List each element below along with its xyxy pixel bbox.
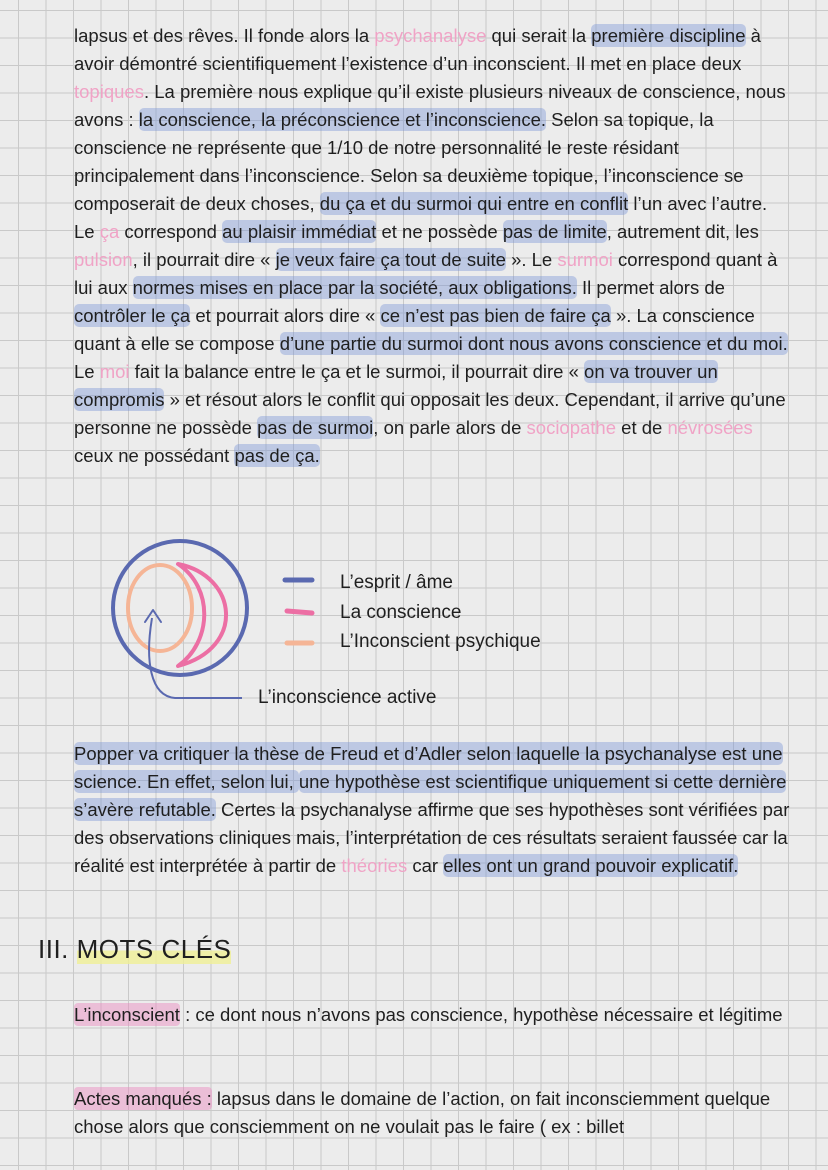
legend-swatch-conscience: [287, 611, 312, 613]
keyword-ca: ça: [99, 221, 120, 242]
highlight: une hypothèse est scientifique uniquement si cette dernière s’avère refutable.: [74, 771, 787, 820]
keyword-psychanalyse: psychanalyse: [374, 25, 487, 46]
definition-term: Actes manqués :: [74, 1088, 212, 1109]
keyword-nevrosees: névrosées: [667, 417, 753, 438]
definition-text: : ce dont nous n’avons pas conscience, hypothèse nécessaire et légitime: [179, 1004, 783, 1025]
highlight: du ça et du surmoi qui entre en conflit: [319, 193, 629, 214]
highlight: pas de surmoi: [257, 417, 374, 438]
highlight: première discipline: [591, 25, 746, 46]
arrow-head-icon: [145, 610, 161, 622]
highlight: elles ont un grand pouvoir explicatif.: [443, 855, 739, 876]
legend-label-esprit: L’esprit / âme: [340, 572, 453, 593]
keyword-moi: moi: [99, 361, 130, 382]
section-number: III.: [38, 934, 69, 964]
highlight: d’une partie du surmoi dont nous avons conscience et du moi.: [279, 333, 788, 354]
definition-term: L’inconscient: [74, 1004, 180, 1025]
paragraph-freud-topiques: lapsus et des rêves. Il fonde alors la psychanalyse qui serait la première discipline à avoir démontré scientifiquement l’existence d’un inconscient. Il met en place deux topiques. La première nous explique qu’il existe plusieurs niveaux de conscience, nous avons : la conscience, la préconscience et l’inconscience. Selon sa topique, la conscience ne représente que 1/10 de notre personnalité le reste résidant principalement dans l’inconscience. Selon sa deuxième topique, l’inconscience se composerait de deux choses, du ça et du surmoi qui entre en conflit l’un avec l’autre. Le ça correspond au plaisir immédiat et ne possède pas de limite, autrement dit, les pulsion, il pourrait dire « je veux faire ça tout de suite ». Le surmoi correspond quant à lui aux normes mises en place par la société, aux obligations. Il permet alors de contrôler le ça et pourrait alors dire « ce n’est pas bien de faire ça ». La conscience quant à elle se compose d’une partie du surmoi dont nous avons conscience et du moi. Le moi fait la balance entre le ça et le surmoi, il pourrait dire « on va trouver un compromis » et résout alors le conflit qui opposait les deux. Cependant, il arrive qu’une personne ne possède pas de surmoi, on parle alors de sociopathe et de névrosées ceux ne possédant pas de ça.: [74, 25, 788, 466]
highlight: pas de limite: [502, 221, 607, 242]
highlight: contrôler le ça: [74, 305, 191, 326]
highlight: au plaisir immédiat: [222, 221, 377, 242]
section-heading: [38, 934, 231, 965]
highlight: on va trouver un compromis: [74, 361, 718, 410]
keyword-pulsion: pulsion: [74, 249, 133, 270]
inconscient-ellipse: [128, 565, 192, 651]
paragraph-popper: Popper va critiquer la thèse de Freud et d’Adler selon laquelle la psychanalyse est une science. En effet, selon lui, une hypothèse est scientifique uniquement si cette dernière s’avère refutable. Certes la psychanalyse affirme que ses hypothèses sont vérifiées par des observations cliniques mais, l’interprétation de ces résultats seraient faussée car la réalité est interprétée à partir de théories car elles ont un grand pouvoir explicatif.: [74, 743, 790, 876]
highlight: ce n’est pas bien de faire ça: [380, 305, 611, 326]
highlight: pas de ça.: [234, 445, 320, 466]
definition-inconscient: [74, 1001, 792, 1029]
section-title: MOTS CLÉS: [76, 934, 232, 964]
keyword-sociopathe: sociopathe: [526, 417, 617, 438]
highlight: je veux faire ça tout de suite: [275, 249, 506, 270]
highlight: la conscience, la préconscience et l’inconscience.: [138, 109, 547, 130]
definition-text: lapsus dans le domaine de l’action, on fait inconsciemment quelque chose alors que consciemment on ne voulait pas le faire ( ex : billet: [74, 1088, 771, 1137]
definition-actes-manques: [74, 1085, 792, 1141]
legend-label-conscience: La conscience: [340, 602, 462, 623]
keyword-theories: théories: [341, 855, 408, 876]
legend-label-inconscient: L’Inconscient psychique: [340, 631, 541, 652]
highlight: normes mises en place par la société, aux obligations.: [132, 277, 577, 298]
keyword-surmoi: surmoi: [557, 249, 613, 270]
keyword-topiques: topiques: [74, 81, 144, 102]
highlight: Popper va critiquer la thèse de Freud et d’Adler selon laquelle la psychanalyse est une science. En effet, selon lui,: [74, 743, 783, 792]
pointer-label-inconscience-active: L’inconscience active: [258, 687, 437, 708]
